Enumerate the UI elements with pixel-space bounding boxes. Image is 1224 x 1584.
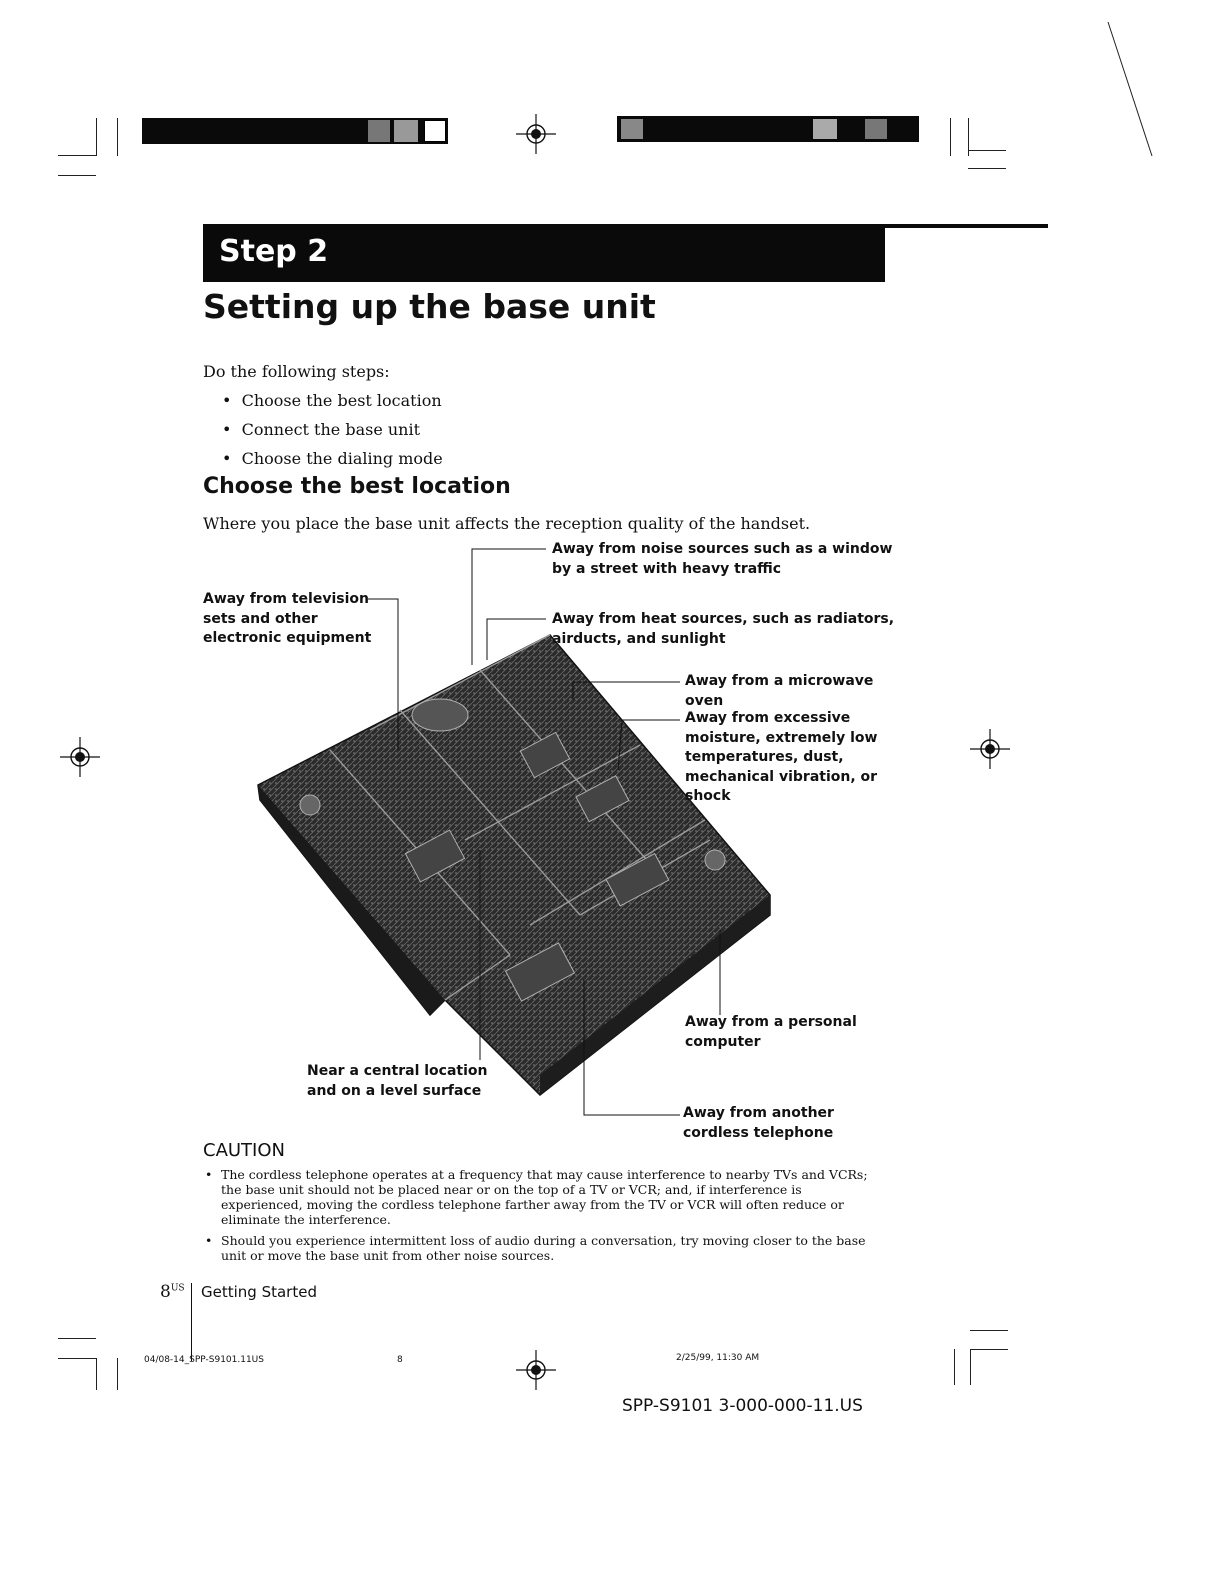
step-label: Step 2 xyxy=(219,234,329,269)
bullet-text: Connect the base unit xyxy=(241,420,421,439)
sheet-number: 8 xyxy=(397,1355,403,1365)
caution-item: • The cordless telephone operates at a frequency that may cause interference to nearby TVs and VCRs; the base unit should not be placed near or on the top of a TV or VCR; and, if interference is experienced, moving the cordless telephone farther away from the TV or VCR will often reduce or eliminate the interference. xyxy=(205,1167,875,1227)
section-description: Where you place the base unit affects the reception quality of the handset. xyxy=(203,514,811,533)
footer-divider xyxy=(191,1283,192,1361)
caution-text: The cordless telephone operates at a frequency that may cause interference to nearby TVs and VCRs; the base unit should not be placed near or on the top of a TV or VCR; and, if interference is experienced, moving the cordless telephone farther away from the TV or VCR will often reduce or eliminate the interference. xyxy=(221,1167,868,1227)
file-reference: 04/08-14_SPP-S9101.11US xyxy=(144,1355,264,1365)
intro-text: Do the following steps: xyxy=(203,362,390,381)
callout-noise: Away from noise sources such as a window by a street with heavy traffic xyxy=(552,541,893,577)
page-title: Setting up the base unit xyxy=(203,287,656,326)
bullet-item: • Choose the dialing mode xyxy=(222,449,443,468)
page-number: $8^{US}$ xyxy=(160,1282,185,1302)
callout-heat: Away from heat sources, such as radiators, airducts, and sunlight xyxy=(552,611,895,647)
bullet-text: Choose the best location xyxy=(241,391,442,410)
crop-mark-bottom-left-v xyxy=(96,1358,97,1390)
crop-mark-bottom-right-h2 xyxy=(970,1349,1008,1350)
caution-heading: CAUTION xyxy=(203,1140,285,1161)
crop-mark-bottom-right-v xyxy=(954,1349,955,1385)
callout-moisture: Away from excessive moisture, extremely low temperatures, dust, mechanical vibration, or shock xyxy=(685,710,878,804)
footer-section: Getting Started xyxy=(201,1283,317,1301)
section-heading: Choose the best location xyxy=(203,474,511,499)
model-number: SPP-S9101 3-000-000-11.US xyxy=(622,1396,863,1416)
crop-mark-bottom-left-v2 xyxy=(117,1358,118,1390)
bullet-item: • Choose the best location xyxy=(222,391,442,410)
timestamp: 2/25/99, 11:30 AM xyxy=(676,1353,760,1363)
crop-mark-bottom-left-h xyxy=(58,1338,96,1339)
registration-mark-bottom xyxy=(516,1350,556,1390)
crop-mark-bottom-right-v2 xyxy=(970,1349,971,1385)
bullet-text: Choose the dialing mode xyxy=(241,449,443,468)
crop-mark-bottom-left-h2 xyxy=(58,1358,96,1359)
callout-tv: Away from television sets and other electronic equipment xyxy=(203,591,372,646)
callout-cordless: Away from another cordless telephone xyxy=(683,1105,834,1141)
callout-computer: Away from a personal computer xyxy=(685,1014,857,1050)
callout-microwave: Away from a microwave oven xyxy=(685,673,874,709)
caution-text: Should you experience intermittent loss of audio during a conversation, try moving closer to the base unit or move the base unit from other noise sources. xyxy=(221,1233,866,1263)
callout-central: Near a central location and on a level surface xyxy=(307,1063,488,1099)
caution-item: • Should you experience intermittent loss of audio during a conversation, try moving closer to the base unit or move the base unit from other noise sources. xyxy=(205,1233,875,1263)
bullet-item: • Connect the base unit xyxy=(222,420,421,439)
crop-mark-bottom-right-h xyxy=(970,1330,1008,1331)
